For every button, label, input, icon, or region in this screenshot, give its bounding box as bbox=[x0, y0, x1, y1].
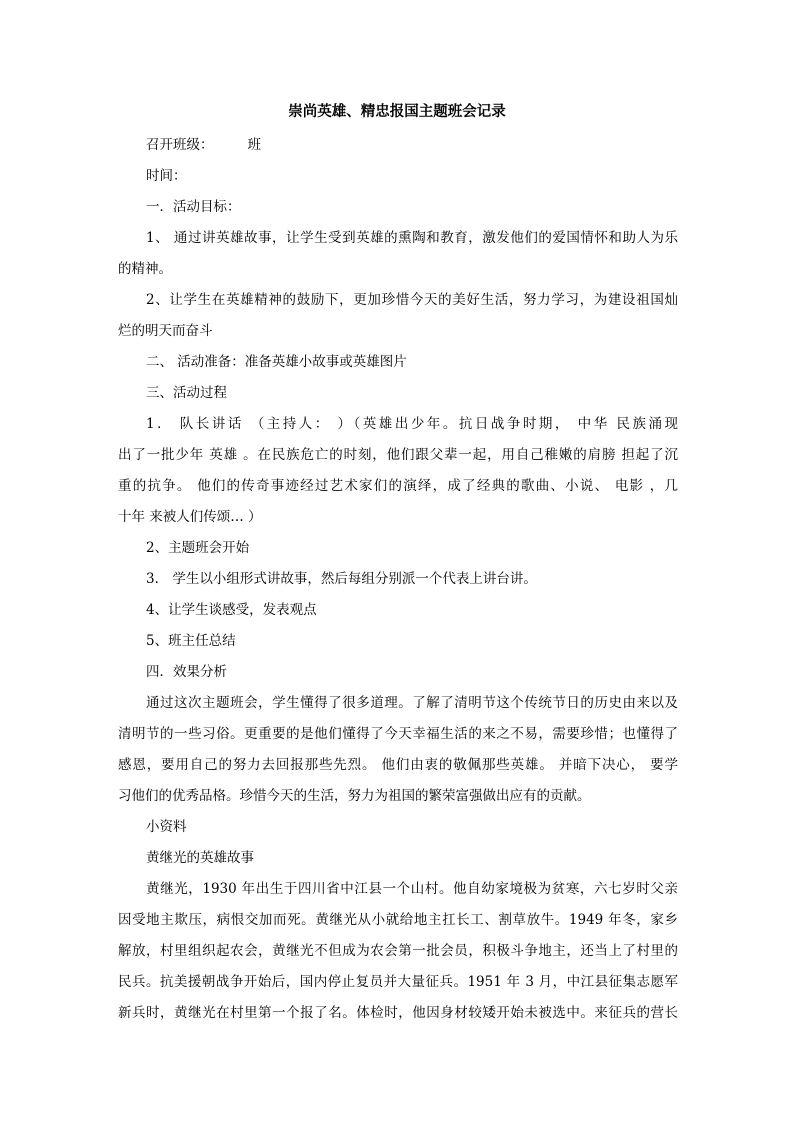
effect-line-3: 感恩，要用自己的努力去回报那些先烈。 他们由衷的敬佩那些英雄。 并暗下决心， 要学 bbox=[118, 757, 678, 773]
goal-1-line-2: 的精神。 bbox=[118, 261, 172, 277]
process-1-line-1: 1． 队长讲话 （主持人： ）（英雄出少年。抗日战争时期， 中华 民族涌现 bbox=[146, 416, 678, 432]
process-1-line-2: 出了一批少年 英雄 。在民族危亡的时刻，他们跟父辈一起，用自己稚嫩的肩膀 担起了沉 bbox=[118, 447, 678, 463]
story-line-4: 民兵。抗美援朝战争开始后，国内停止复员并大量征兵。1951 年 3 月，中江县征集志愿军 bbox=[118, 974, 678, 990]
document-body bbox=[118, 130, 678, 1029]
time-line bbox=[118, 161, 678, 192]
process-1-line-3: 重的抗争。 他们的传奇事迹经过艺术家们的演绎，成了经典的歌曲、小说、 电影 ，几 bbox=[118, 478, 678, 494]
content-lines bbox=[118, 192, 678, 1029]
document-title: 崇尚英雄、精忠报国主题班会记录 bbox=[288, 103, 506, 120]
class-line bbox=[118, 130, 678, 161]
time-label: 时间： bbox=[146, 168, 187, 184]
effect-line-2: 清明节的一些习俗。更重要的是他们懂得了今天幸福生活的来之不易，需要珍惜；也懂得了 bbox=[118, 726, 678, 742]
story-line-1: 黄继光，1930 年出生于四川省中江县一个山村。他自幼家境极为贫寒，六七岁时父亲 bbox=[146, 881, 678, 897]
goal-2-line-2: 烂的明天而奋斗 bbox=[118, 323, 213, 339]
process-5: 5、班主任总结 bbox=[146, 633, 236, 649]
story-line-3: 解放，村里组织起农会，黄继光不但成为农会第一批会员，积极斗争地主，还当上了村里的 bbox=[118, 943, 678, 959]
process-4: 4、让学生谈感受，发表观点 bbox=[146, 602, 317, 618]
goal-1-line-1: 1、 通过讲英雄故事，让学生受到英雄的熏陶和教育，激发他们的爱国情怀和助人为乐 bbox=[146, 230, 678, 246]
process-3: 3． 学生以小组形式讲故事，然后每组分别派一个代表上讲台讲。 bbox=[146, 571, 537, 587]
material-heading: 小资料 bbox=[146, 819, 187, 835]
class-suffix: 班 bbox=[247, 137, 261, 153]
process-1-line-4: 十年 来被人们传颂… ） bbox=[118, 509, 262, 525]
effect-line-1: 通过这次主题班会，学生懂得了很多道理。了解了清明节这个传统节日的历史由来以及 bbox=[146, 695, 678, 711]
prep-heading: 二、 活动准备：准备英雄小故事或英雄图片 bbox=[146, 354, 407, 370]
goal-heading: 一．活动目标： bbox=[146, 199, 241, 215]
goal-2-line-1: 2、让学生在英雄精神的鼓励下，更加珍惜今天的美好生活，努力学习，为建设祖国灿 bbox=[146, 292, 678, 308]
story-line-5: 新兵时，黄继光在村里第一个报了名。体检时，他因身材较矮开始未被选中。来征兵的营长 bbox=[118, 1005, 678, 1021]
effect-line-4: 习他们的优秀品格。珍惜今天的生活，努力为祖国的繁荣富强做出应有的贡献。 bbox=[118, 788, 591, 804]
effect-heading: 四．效果分析 bbox=[146, 664, 227, 680]
class-label: 召开班级： bbox=[146, 137, 214, 153]
process-2: 2、主题班会开始 bbox=[146, 540, 250, 556]
process-heading: 三、活动过程 bbox=[146, 385, 227, 401]
story-line-2: 因受地主欺压，病恨交加而死。黄继光从小就给地主扛长工、割草放牛。1949 年冬，家乡 bbox=[118, 912, 678, 928]
story-title: 黄继光的英雄故事 bbox=[146, 850, 254, 866]
